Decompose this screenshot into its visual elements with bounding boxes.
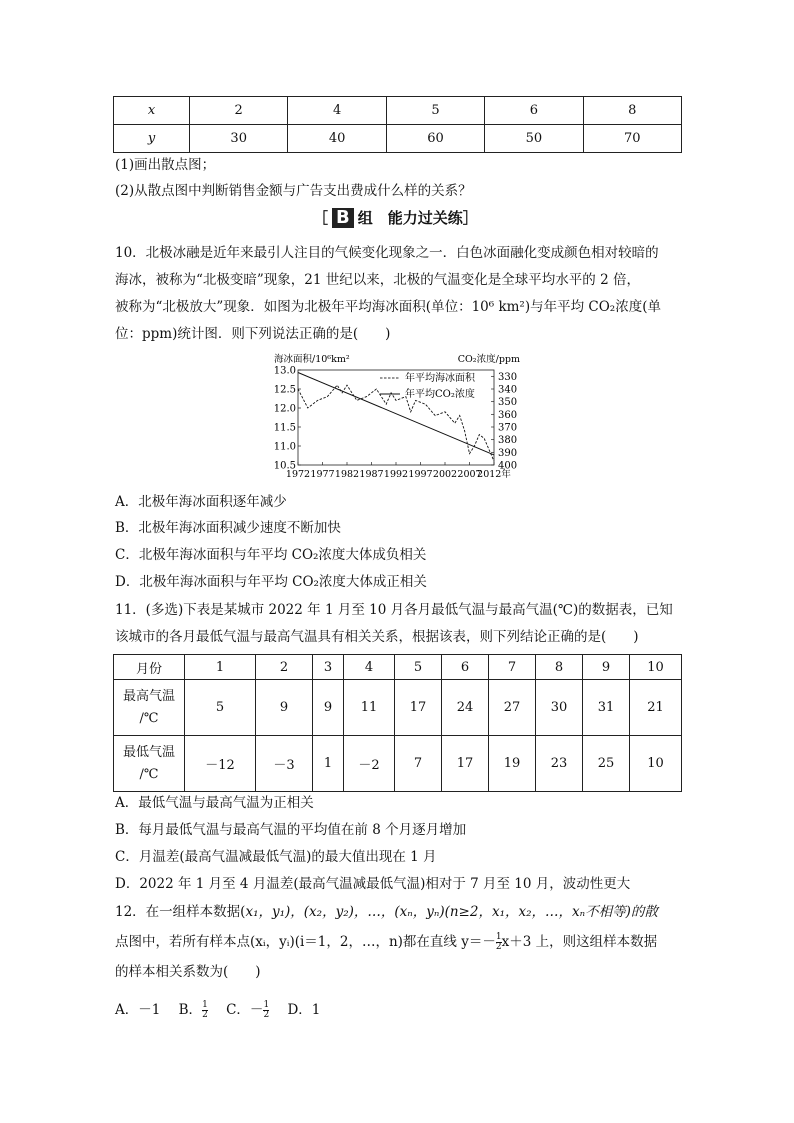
section-bracket-open: ［ (313, 209, 329, 227)
table-cell: 8 (536, 655, 583, 680)
q11-line2: 该城市的各月最低气温与最高气温具有相关关系，根据该表，则下列结论正确的是( ) (115, 629, 639, 645)
q10-option-a: A．北极年海冰面积逐年减少 (115, 494, 287, 510)
q10-line1: 10．北极冰融是近年来最引人注目的气候变化现象之一．白色冰面融化变成颜色相对较暗的 (115, 245, 659, 261)
table-cell: 40 (288, 125, 386, 153)
table-cell: 2 (190, 97, 288, 125)
data-table-xy (113, 96, 682, 153)
q12-line1-math: x₁，y₁)，(x₂，y₂)，…，(xₙ，yₙ)(n≥2，x₁，x₂，…，xₙ不相等)的散 (245, 904, 658, 920)
table-cell: －12 (185, 736, 256, 792)
fraction-numerator: 1 (263, 1000, 270, 1010)
q9-part2: (2)从散点图中判断销售金额与广告支出费成什么样的关系？ (115, 183, 472, 199)
table-cell: 50 (485, 125, 583, 153)
q10-option-b: B．北极年海冰面积减少速度不断加快 (115, 520, 341, 536)
table-cell: 23 (536, 736, 583, 792)
q12-option-d: D．1 (287, 1002, 321, 1018)
table-cell: 9 (583, 655, 630, 680)
q11-option-c: C．月温差(最高气温减最低气温)的最大值出现在 1 月 (115, 849, 437, 865)
right-tick-label: 390 (498, 447, 518, 459)
q11-option-a: A．最低气温与最高气温为正相关 (115, 795, 314, 811)
q12-option-a: A．－1 (115, 1002, 161, 1018)
right-tick-label: 360 (498, 409, 518, 421)
table-cell: 17 (442, 736, 489, 792)
left-tick-label: 12.5 (273, 384, 296, 396)
table-cell: 4 (288, 97, 386, 125)
table-cell: 1 (185, 655, 256, 680)
q11-option-b: B．每月最低气温与最高气温的平均值在前 8 个月逐月增加 (115, 822, 467, 838)
q10-line2: 海冰，被称为“北极变暗”现象，21 世纪以来，北极的气温变化是全球平均水平的 2 倍， (115, 272, 640, 288)
table-cell: 70 (583, 125, 681, 153)
q12-line2-end: x＋3 上，则这组样本数据 (501, 934, 658, 950)
temperature-table (113, 654, 682, 792)
q12-line3: 的样本相关系数为( ) (115, 964, 261, 980)
legend-label-co2: 年平均CO₂浓度 (405, 389, 475, 400)
left-tick-label: 13.0 (273, 365, 296, 377)
q11-option-d: D．2022 年 1 月至 4 月温差(最高气温减最低气温)相对于 7 月至 10 月，波动性更大 (115, 876, 631, 892)
right-tick-label: 380 (498, 435, 518, 447)
q12-line1-start: 12．在一组样本数据( (115, 904, 246, 920)
fraction-denominator: 2 (495, 942, 502, 952)
fraction-numerator: 1 (202, 1000, 208, 1010)
table-cell: 2 (256, 655, 313, 680)
plot-frame (298, 370, 494, 465)
x-tick-label: 2012年 (477, 469, 511, 480)
table-header-y: y (114, 125, 190, 153)
legend-label-sea-ice: 年平均海冰面积 (405, 373, 475, 384)
right-tick-label: 340 (498, 384, 518, 396)
table-header-x: x (114, 97, 190, 125)
fraction-denominator: 2 (263, 1010, 270, 1020)
right-axis-title: CO₂浓度/ppm (457, 354, 520, 365)
x-tick-label: 1977 (310, 469, 335, 480)
table-cell: 60 (386, 125, 484, 153)
table-header-month: 月份 (114, 655, 185, 680)
q10-option-c: C．北极年海冰面积与年平均 CO₂浓度大体成负相关 (115, 547, 427, 563)
table-cell: 30 (536, 680, 583, 736)
table-cell: 11 (344, 680, 395, 736)
table-cell: 3 (313, 655, 344, 680)
right-tick-label: 350 (498, 397, 518, 409)
left-tick-label: 10.5 (273, 460, 296, 472)
table-cell: 25 (583, 736, 630, 792)
high-label-line2: /℃ (139, 710, 159, 726)
low-label-line2: /℃ (139, 766, 159, 782)
table-cell: 30 (190, 125, 288, 153)
fraction-denominator: 2 (202, 1010, 208, 1020)
table-cell: 9 (256, 680, 313, 736)
section-letter-badge: B (332, 208, 354, 228)
q10-option-d: D．北极年海冰面积与年平均 CO₂浓度大体成正相关 (115, 574, 427, 590)
q12-line2-start: 点图中，若所有样本点(xᵢ，yᵢ)(i＝1，2，…，n)都在直线 y＝－ (115, 934, 496, 950)
section-header (313, 207, 478, 228)
q9-part1: (1)画出散点图； (115, 157, 216, 173)
option-b-label: B． (178, 1002, 203, 1018)
q12-line2 (115, 932, 657, 952)
table-cell: 21 (630, 680, 682, 736)
high-label-line1: 最高气温 (122, 688, 175, 704)
table-cell: 5 (395, 655, 442, 680)
table-header-low (114, 736, 185, 792)
table-cell: 7 (489, 655, 536, 680)
x-tick-label: 1972 (285, 469, 311, 480)
x-tick-label: 2002 (432, 469, 458, 480)
section-bracket-close: ］ (462, 209, 478, 227)
table-cell: 1 (313, 736, 344, 792)
table-cell: 19 (489, 736, 536, 792)
table-cell: －2 (344, 736, 395, 792)
table-cell: 17 (395, 680, 442, 736)
table-cell: 9 (313, 680, 344, 736)
table-cell: 8 (583, 97, 681, 125)
sea-ice-co2-chart (260, 348, 530, 483)
right-tick-label: 330 (498, 371, 518, 383)
q12-option-c (226, 1002, 269, 1018)
left-axis-title: 海冰面积/10⁶km² (274, 354, 350, 365)
q10-line3: 被称为“北极放大”现象．如图为北极年平均海冰面积(单位：10⁶ km²)与年平均 CO₂浓度(单 (115, 299, 661, 315)
table-cell: 6 (442, 655, 489, 680)
left-tick-label: 12.0 (273, 403, 296, 415)
x-tick-label: 1987 (359, 469, 384, 480)
table-cell: 10 (630, 736, 682, 792)
q10-line4: 位：ppm)统计图．则下列说法正确的是( ) (115, 326, 391, 342)
left-tick-label: 11.0 (273, 441, 296, 453)
table-cell: 4 (344, 655, 395, 680)
option-b-fraction (202, 1001, 208, 1020)
low-label-line1: 最低气温 (122, 744, 175, 760)
section-title: 组 能力过关练 (357, 209, 463, 227)
left-tick-label: 11.5 (273, 422, 296, 434)
table-cell: 6 (485, 97, 583, 125)
table-cell: 10 (630, 655, 682, 680)
q12-line1 (115, 902, 658, 922)
table-cell: 7 (395, 736, 442, 792)
q12-option-b (179, 1002, 208, 1018)
right-tick-label: 400 (498, 460, 518, 472)
x-tick-label: 2007 (457, 469, 482, 480)
series-line-co2 (298, 373, 494, 455)
right-tick-label: 370 (498, 422, 518, 434)
table-cell: 27 (489, 680, 536, 736)
x-tick-label: 1997 (408, 469, 433, 480)
table-cell: 5 (185, 680, 256, 736)
table-cell: －3 (256, 736, 313, 792)
x-tick-label: 1992 (383, 469, 409, 480)
q12-options (115, 1000, 320, 1020)
fraction-numerator: 1 (495, 932, 502, 942)
x-tick-label: 1982 (334, 469, 360, 480)
table-cell: 24 (442, 680, 489, 736)
table-cell: 31 (583, 680, 630, 736)
table-cell: 5 (386, 97, 484, 125)
option-c-label: C．－ (226, 1002, 264, 1018)
q11-line1: 11．(多选)下表是某城市 2022 年 1 月至 10 月各月最低气温与最高气温(℃)的数据表，已知 (115, 602, 673, 618)
table-header-high (114, 680, 185, 736)
option-c-fraction (263, 1001, 269, 1020)
legend (380, 371, 476, 400)
